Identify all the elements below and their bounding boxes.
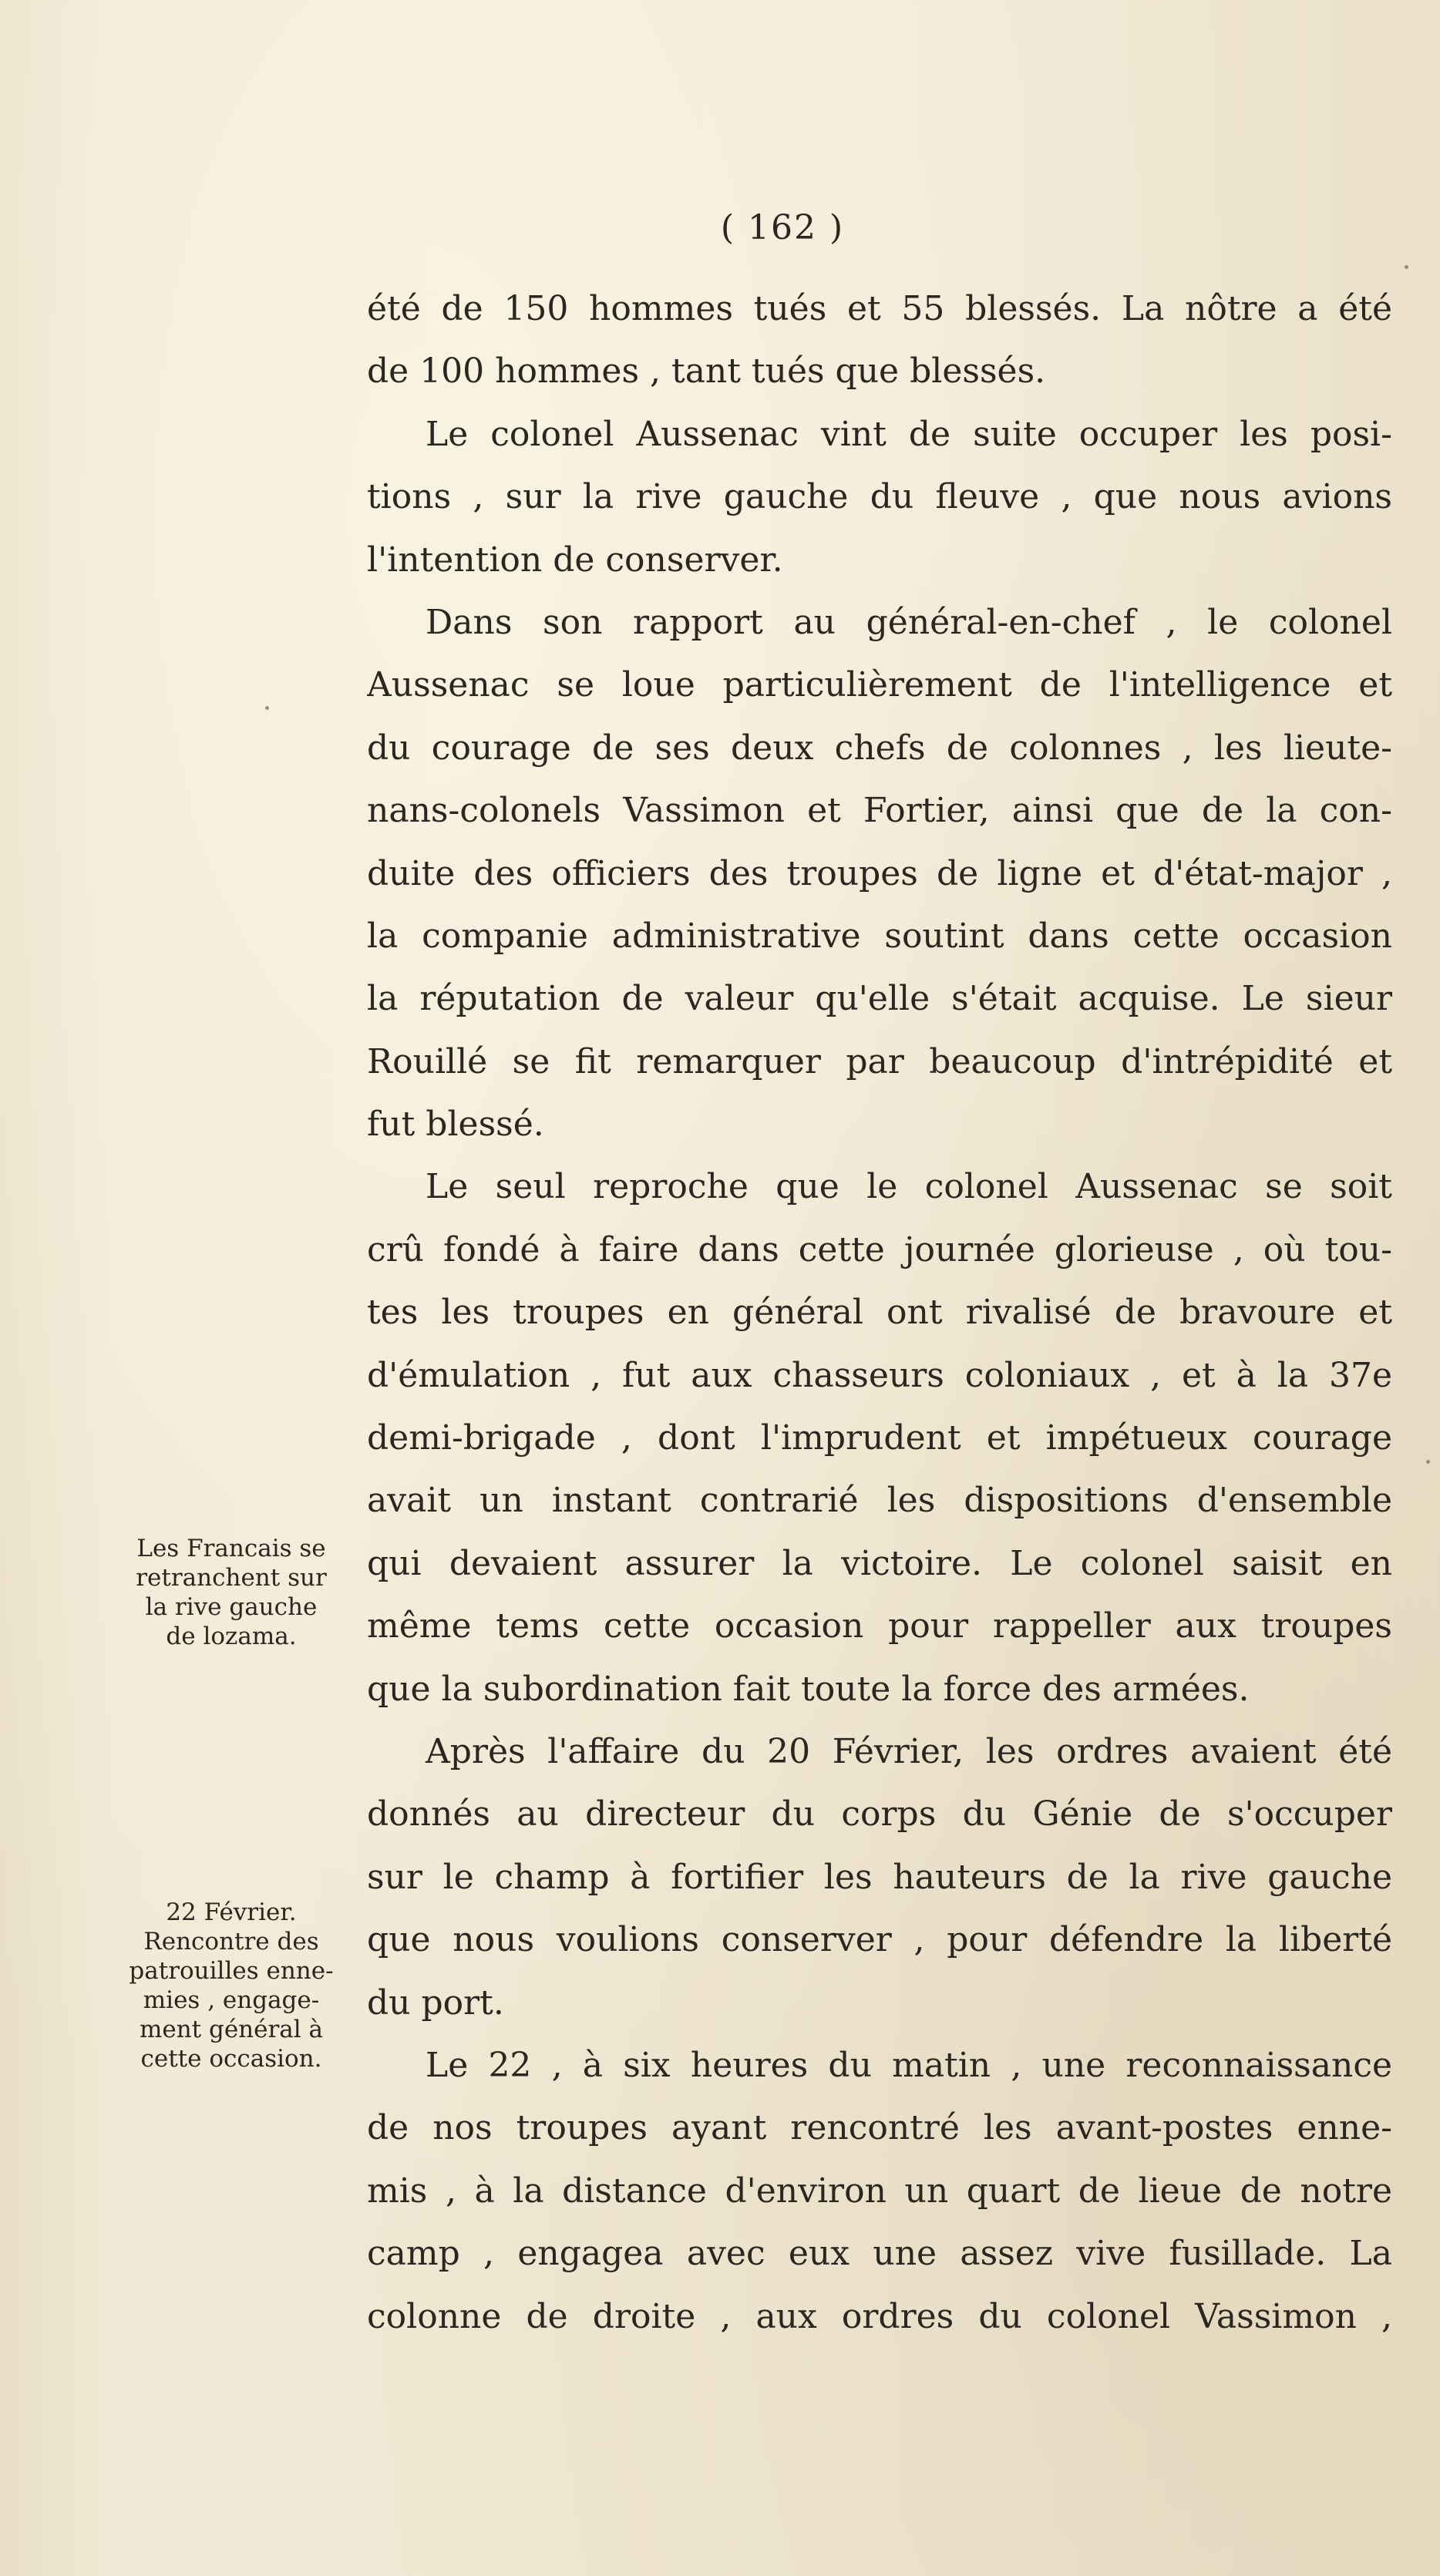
text-line: la companie administrative soutint dans cette occasion bbox=[367, 916, 1392, 956]
margin-note-line: 22 Février. bbox=[166, 1898, 297, 1926]
paper-speck bbox=[1426, 1460, 1430, 1464]
margin-note bbox=[93, 1898, 370, 2073]
text-line: la réputation de valeur qu'elle s'était acquise. Le sieur bbox=[367, 979, 1392, 1019]
text-line: fut blessé. bbox=[367, 1105, 544, 1145]
margin-note-line: patrouilles enne- bbox=[129, 1957, 334, 1985]
text-line: du port. bbox=[367, 1982, 504, 2023]
text-line: Dans son rapport au général-en-chef , le colonel bbox=[426, 602, 1392, 642]
text-line: Le 22 , à six heures du matin , une reconnaissance bbox=[426, 2045, 1392, 2085]
margin-note-line: de lozama. bbox=[166, 1623, 297, 1650]
text-line: avait un instant contrarié les dispositions d'ensemble bbox=[367, 1481, 1392, 1521]
text-line: Après l'affaire du 20 Février, les ordres avaient été bbox=[426, 1731, 1392, 1771]
text-line: que la subordination fait toute la force des armées. bbox=[367, 1669, 1250, 1709]
page-number: ( 162 ) bbox=[720, 208, 845, 247]
text-line: été de 150 hommes tués et 55 blessés. La nôtre a été bbox=[367, 289, 1392, 328]
body-text bbox=[367, 277, 1392, 2348]
text-line: tions , sur la rive gauche du fleuve , que nous avions bbox=[367, 477, 1392, 517]
margin-note-line: Les Francais se bbox=[136, 1535, 326, 1562]
text-line: Le seul reproche que le colonel Aussenac se soit bbox=[426, 1167, 1392, 1207]
margin-note bbox=[93, 1534, 370, 1651]
paper-speck bbox=[265, 706, 269, 710]
text-line: Le colonel Aussenac vint de suite occuper les posi- bbox=[426, 414, 1392, 454]
text-line: qui devaient assurer la victoire. Le colonel saisit en bbox=[367, 1543, 1392, 1583]
text-line: de 100 hommes , tant tués que blessés. bbox=[367, 351, 1046, 392]
margin-note-line: mies , engage- bbox=[143, 1986, 320, 2014]
text-line: d'émulation , fut aux chasseurs coloniaux , et à la 37e bbox=[367, 1355, 1392, 1395]
text-line: même tems cette occasion pour rappeller aux troupes bbox=[367, 1606, 1392, 1646]
paper-speck bbox=[1405, 265, 1408, 269]
text-line: que nous voulions conserver , pour défendre la liberté bbox=[367, 1920, 1392, 1960]
text-line: sur le champ à fortifier les hauteurs de la rive gauche bbox=[367, 1857, 1392, 1897]
text-line: nans-colonels Vassimon et Fortier, ainsi que de la con- bbox=[367, 791, 1392, 831]
text-line: Rouillé se fit remarquer par beaucoup d'intrépidité et bbox=[367, 1041, 1392, 1081]
margin-note-line: retranchent sur bbox=[136, 1564, 327, 1592]
margin-note-line: cette occasion. bbox=[140, 2045, 322, 2073]
margin-note-line: ment général à bbox=[139, 2016, 324, 2043]
text-line: mis , à la distance d'environ un quart de lieue de notre bbox=[367, 2171, 1392, 2211]
text-line: crû fondé à faire dans cette journée glorieuse , où tou- bbox=[367, 1229, 1392, 1270]
text-line: donnés au directeur du corps du Génie de s'occuper bbox=[367, 1794, 1392, 1834]
text-line: de nos troupes ayant rencontré les avant-postes enne- bbox=[367, 2108, 1392, 2148]
text-line: colonne de droite , aux ordres du colonel Vassimon , bbox=[367, 2296, 1392, 2336]
margin-note-line: la rive gauche bbox=[145, 1593, 318, 1621]
text-line: du courage de ses deux chefs de colonnes , les lieute- bbox=[367, 728, 1392, 768]
text-line: demi-brigade , dont l'imprudent et impétueux courage bbox=[367, 1418, 1392, 1458]
margin-note-line: Rencontre des bbox=[143, 1928, 319, 1956]
text-line: Aussenac se loue particulièrement de l'intelligence et bbox=[367, 665, 1392, 705]
text-line: duite des officiers des troupes de ligne et d'état-major , bbox=[367, 853, 1392, 893]
text-line: camp , engagea avec eux une assez vive fusillade. La bbox=[367, 2234, 1392, 2274]
text-line: l'intention de conserver. bbox=[367, 540, 783, 580]
text-line: tes les troupes en général ont rivalisé de bravoure et bbox=[367, 1293, 1392, 1333]
